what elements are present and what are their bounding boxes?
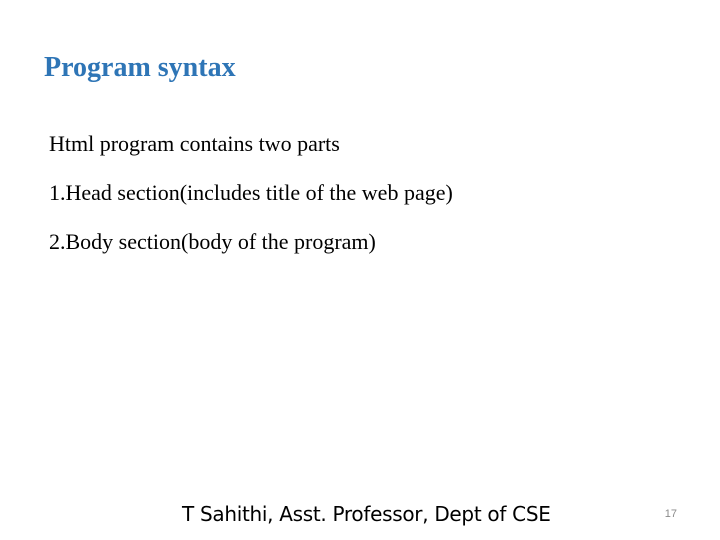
body-line: 2.Body section(body of the program) [49,229,376,254]
slide-title: Program syntax [44,52,236,83]
slide-body [49,130,669,277]
body-line: Html program contains two parts [49,131,340,156]
body-line: 1.Head section(includes title of the web page) [49,180,453,205]
page-number: 17 [664,508,677,520]
slide-footer: T Sahithi, Asst. Professor, Dept of CSE [182,502,551,526]
